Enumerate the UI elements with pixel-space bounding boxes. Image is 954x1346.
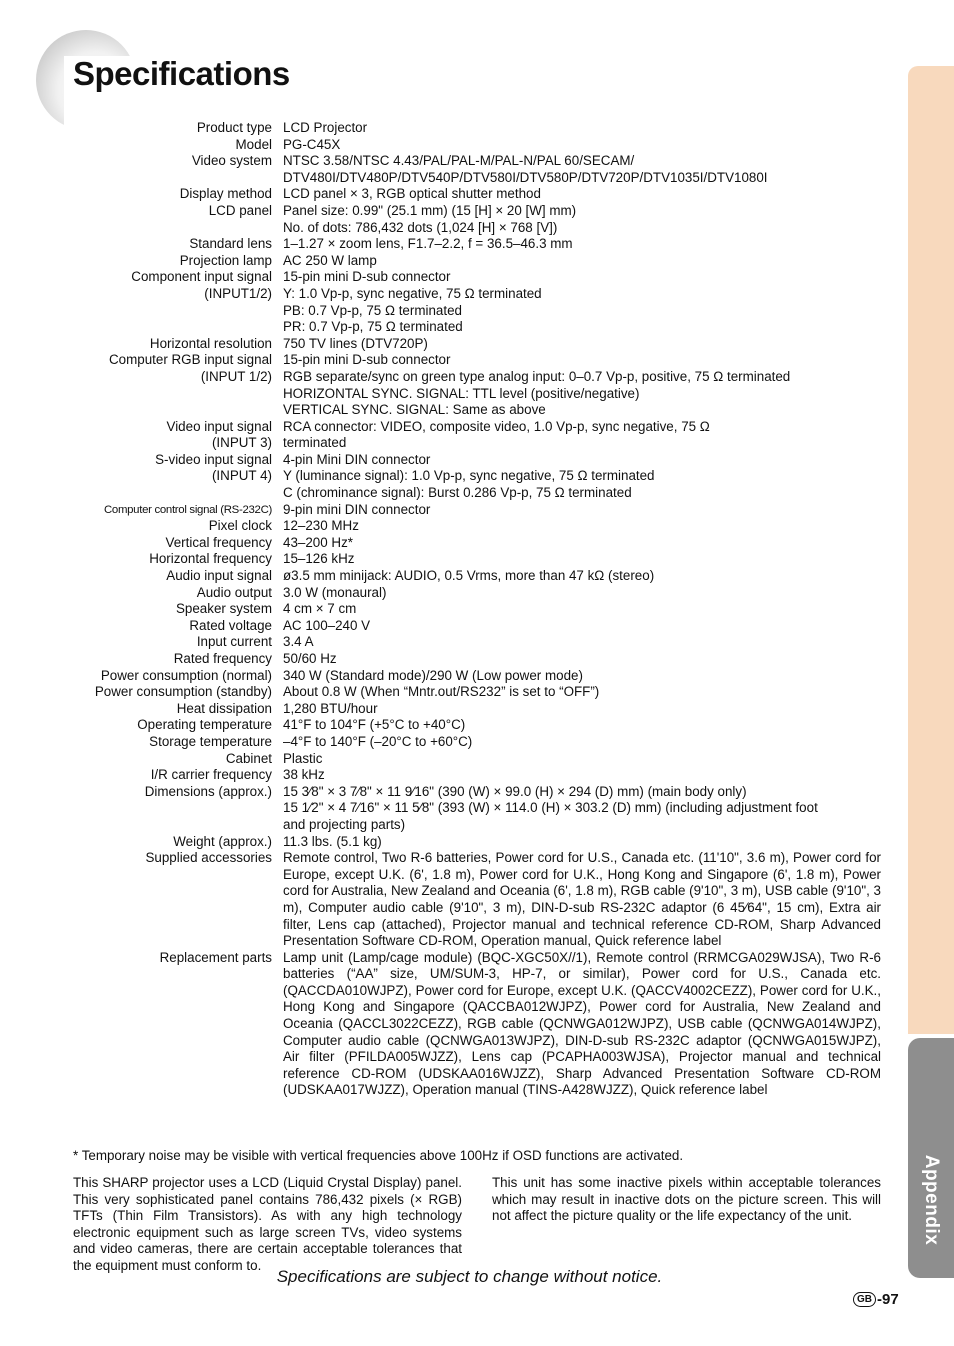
spec-value	[283, 369, 881, 419]
spec-value-line: RCA connector: VIDEO, composite video, 1.0 Vp-p, sync negative, 75 Ω	[283, 418, 710, 434]
spec-row	[0, 734, 900, 751]
spec-label: Computer RGB input signal	[109, 352, 272, 368]
spec-value-line: About 0.8 W (When “Mntr.out/RS232” is set to “OFF”)	[283, 684, 600, 700]
spec-value-line: AC 100–240 V	[283, 617, 371, 633]
spec-value-line: 1–1.27 × zoom lens, F1.7–2.2, f = 36.5–46.3 mm	[283, 236, 573, 252]
spec-value: Remote control, Two R-6 batteries, Power cord for U.S., Canada etc. (11'10", 3.6 m), Power cord for Europe, except U.K. (6', 1.8 m), Power cord for U.K., Hong Kong and Singapore (6', 1.8 m), Power cord for Australia, New Zealand and Oceania (6', 1.8 m), RGB cable (9'10", 3 m), USB cable (9'10", 3 m), Computer audio cable (9'10", 3 m), DIN-D-sub RS-232C adaptor (6 45⁄64", 15 cm), Extra air filter, Lens cap (attached), Projector manual and technical reference CD-ROM, Sharp Advanced Presentation Software CD-ROM, Operation manual, Quick reference label	[283, 850, 881, 949]
page-number-text: -97	[877, 1291, 899, 1308]
spec-label: Input current	[196, 634, 272, 650]
change-notice-text: Specifications are subject to change without notice.	[276, 1267, 663, 1286]
spec-label: Weight (approx.)	[173, 833, 272, 849]
spec-value-line: 15-pin mini D-sub connector	[283, 352, 451, 368]
spec-value	[283, 535, 881, 552]
spec-value-line: 43–200 Hz*	[283, 534, 353, 550]
spec-row	[0, 452, 900, 469]
spec-row	[0, 186, 900, 203]
spec-row	[0, 369, 900, 419]
spec-label: Speaker system	[175, 601, 272, 617]
spec-label: Projection lamp	[179, 252, 272, 268]
spec-value	[283, 236, 881, 253]
spec-value-line: 12–230 MHz	[283, 518, 359, 534]
side-tab-strip	[908, 66, 954, 1034]
spec-value-line: ø3.5 mm minijack: AUDIO, 0.5 Vrms, more than 47 kΩ (stereo)	[283, 568, 655, 584]
spec-value	[283, 452, 881, 469]
spec-value	[283, 319, 881, 336]
spec-value-line: 15–126 kHz	[283, 551, 355, 567]
spec-label	[0, 303, 272, 320]
spec-value-line: 15 1⁄2" × 4 7⁄16" × 11 5⁄8" (393 (W) × 114.0 (H) × 303.2 (D) mm) (including adjustment foot	[283, 800, 818, 816]
spec-label: Audio input signal	[166, 568, 272, 584]
spec-value	[283, 137, 881, 154]
spec-label: Product type	[196, 120, 272, 135]
spec-row	[0, 668, 900, 685]
spec-row	[0, 236, 900, 253]
spec-value-line: 3.0 W (monaural)	[283, 584, 387, 600]
spec-row	[0, 850, 900, 950]
spec-row	[0, 286, 900, 303]
body-text-left	[73, 1175, 462, 1275]
body-left-text: This SHARP projector uses a LCD (Liquid Crystal Display) panel. This very sophisticated panel contains 786,432 pixels (× RGB) TFTs (Thin Film Transistors). As with any high technology electronic equipment such as large screen TVs, video systems and video cameras, there are certain acceptable tolerances that the equipment must conform to.	[73, 1175, 462, 1273]
spec-value-line: C (chrominance signal): Burst 0.286 Vp-p, 75 Ω terminated	[283, 485, 632, 501]
spec-row	[0, 634, 900, 651]
spec-label: Power consumption (normal)	[100, 667, 272, 683]
spec-label: Video system	[191, 153, 272, 169]
spec-value	[283, 618, 881, 635]
spec-value-line: 4-pin Mini DIN connector	[283, 451, 431, 467]
spec-label: Operating temperature	[137, 717, 272, 733]
spec-value	[283, 336, 881, 353]
spec-row	[0, 153, 900, 186]
spec-value	[283, 269, 881, 286]
spec-value-line: No. of dots: 786,432 dots (1,024 [H] × 768 [V])	[283, 219, 558, 235]
spec-label: Component input signal	[131, 269, 272, 285]
spec-value-line: 11.3 lbs. (5.1 kg)	[283, 833, 382, 849]
spec-row	[0, 352, 900, 369]
spec-label: Rated frequency	[173, 651, 272, 666]
spec-label: Supplied accessories	[145, 850, 272, 866]
spec-value-line: 50/60 Hz	[283, 651, 337, 666]
spec-row	[0, 717, 900, 734]
spec-value	[283, 419, 881, 436]
spec-label: LCD panel	[208, 202, 272, 218]
spec-value-line: 41°F to 104°F (+5°C to +40°C)	[283, 717, 466, 733]
spec-value-line: Y (luminance signal): 1.0 Vp-p, sync negative, 75 Ω terminated	[283, 468, 655, 484]
spec-value-line: 3.4 A	[283, 634, 314, 650]
spec-row	[0, 518, 900, 535]
spec-value	[283, 717, 881, 734]
page-title: Specifications	[73, 55, 290, 92]
spec-label: Heat dissipation	[176, 700, 272, 716]
spec-value	[283, 634, 881, 651]
spec-row	[0, 319, 900, 336]
spec-value-line: 1,280 BTU/hour	[283, 700, 378, 716]
specifications-table	[0, 120, 900, 1099]
spec-value	[283, 834, 881, 851]
spec-value-line: LCD Projector	[283, 120, 368, 135]
spec-value-line: PB: 0.7 Vp-p, 75 Ω terminated	[283, 302, 462, 318]
body-text-right	[492, 1175, 881, 1225]
spec-value-line: 15 3⁄8" × 3 7⁄8" × 11 9⁄16" (390 (W) × 99.0 (H) × 294 (D) mm) (main body only)	[283, 783, 747, 799]
spec-row	[0, 701, 900, 718]
spec-label: Dimensions (approx.)	[144, 783, 272, 799]
spec-value	[283, 186, 881, 203]
spec-value	[283, 153, 881, 186]
spec-value-line: 9-pin mini DIN connector	[283, 501, 431, 517]
spec-value	[283, 585, 881, 602]
spec-value	[283, 551, 881, 568]
spec-label: Video input signal	[166, 418, 272, 434]
spec-row	[0, 551, 900, 568]
spec-value	[283, 751, 881, 768]
spec-value	[283, 784, 881, 834]
spec-row	[0, 834, 900, 851]
spec-label: Audio output	[196, 584, 272, 600]
appendix-tab-label: Appendix	[921, 1154, 942, 1246]
spec-value	[283, 502, 881, 519]
spec-row	[0, 568, 900, 585]
spec-row	[0, 435, 900, 452]
spec-row	[0, 751, 900, 768]
spec-label: Vertical frequency	[165, 534, 272, 550]
spec-label: Pixel clock	[208, 518, 272, 534]
spec-label: Model	[235, 136, 272, 152]
spec-value-line: 750 TV lines (DTV720P)	[283, 335, 428, 351]
spec-label	[0, 319, 272, 336]
spec-label: Power consumption (standby)	[94, 684, 272, 700]
spec-label: Standard lens	[189, 236, 272, 252]
spec-value-line: NTSC 3.58/NTSC 4.43/PAL/PAL-M/PAL-N/PAL 60/SECAM/	[283, 153, 635, 169]
spec-value-line: PR: 0.7 Vp-p, 75 Ω terminated	[283, 319, 463, 335]
page-number	[853, 1291, 899, 1308]
spec-value-line: and projecting parts)	[283, 816, 406, 832]
spec-label: (INPUT 1/2)	[200, 368, 272, 384]
spec-value-line: LCD panel × 3, RGB optical shutter method	[283, 186, 541, 202]
spec-value	[283, 568, 881, 585]
spec-value-line: Y: 1.0 Vp-p, sync negative, 75 Ω terminated	[283, 285, 542, 301]
spec-value-line: DTV480I/DTV480P/DTV540P/DTV580I/DTV580P/DTV720P/DTV1035I/DTV1080I	[283, 169, 768, 185]
spec-label: Replacement parts	[159, 949, 272, 965]
spec-value-line: AC 250 W lamp	[283, 252, 377, 268]
spec-row	[0, 784, 900, 834]
spec-value-line: 340 W (Standard mode)/290 W (Low power mode)	[283, 667, 583, 683]
spec-value	[283, 435, 881, 452]
spec-row	[0, 601, 900, 618]
spec-row	[0, 535, 900, 552]
spec-value	[283, 701, 881, 718]
spec-row	[0, 585, 900, 602]
spec-row	[0, 618, 900, 635]
spec-value: Lamp unit (Lamp/cage module) (BQC-XGC50X//1), Remote control (RRMCGA029WJSA), Two R-6 batteries (“AA” size, UM/SUM-3, HP-7, or similar), Power cord for U.S., Canada etc. (QACCDA010WJPZ), Power cord for Europe, except U.K. (QACCV4002CEZZ), Power cord for U.K., Hong Kong and Singapore (QACCBA012WJPZ), Power cord for Australia, New Zealand and Oceania (QACCL3022CEZZ), RGB cable (QCNWGA012WJPZ), USB cable (QCNWGA014WJPZ), Computer audio cable (QCNWGA013WJPZ), DIN-D-sub RS-232C adaptor (QCNWGA015WJPZ), Air filter (PFILDA005WJZZ), Lens cap (PCAPHA003WJSA), Projector manual and technical reference CD-ROM (UDSKAA016WJZZ), Sharp Advanced Presentation Software CD-ROM (UDSKAA017WJZZ), Operation manual (TINS-A428WJZZ), Quick reference label	[283, 949, 881, 1098]
spec-value	[283, 120, 881, 137]
spec-value-line: RGB separate/sync on green type analog input: 0–0.7 Vp-p, positive, 75 Ω terminated	[283, 368, 791, 384]
spec-row	[0, 468, 900, 501]
spec-label: Computer control signal (RS-232C)	[104, 503, 272, 516]
spec-value	[283, 286, 881, 303]
spec-value-line: PG-C45X	[283, 136, 341, 152]
gb-badge: GB	[853, 1292, 876, 1307]
spec-row	[0, 684, 900, 701]
spec-label: Display method	[179, 186, 272, 202]
spec-row	[0, 137, 900, 154]
spec-row	[0, 253, 900, 270]
spec-value	[283, 203, 881, 236]
spec-value-line: 38 kHz	[283, 767, 325, 783]
spec-value	[283, 253, 881, 270]
spec-value	[283, 767, 881, 784]
spec-value-line: Plastic	[283, 750, 323, 766]
spec-row	[0, 950, 900, 1099]
spec-row	[0, 336, 900, 353]
spec-value	[283, 601, 881, 618]
spec-value-line: VERTICAL SYNC. SIGNAL: Same as above	[283, 402, 546, 418]
spec-value	[283, 734, 881, 751]
spec-row	[0, 303, 900, 320]
spec-value	[283, 518, 881, 535]
spec-value-line: Panel size: 0.99" (25.1 mm) (15 [H] × 20 [W] mm)	[283, 202, 577, 218]
body-right-text: This unit has some inactive pixels within acceptable tolerances which may result in inactive dots on the picture screen. This will not affect the picture quality or the life expectancy of the unit.	[492, 1175, 881, 1224]
spec-label: Horizontal resolution	[149, 335, 272, 351]
spec-label: I/R carrier frequency	[150, 767, 272, 783]
spec-label: Cabinet	[225, 750, 272, 766]
spec-value-line: –4°F to 140°F (–20°C to +60°C)	[283, 733, 473, 749]
spec-value	[283, 684, 881, 701]
spec-label: Rated voltage	[189, 617, 272, 633]
spec-label: S-video input signal	[155, 451, 272, 467]
spec-value-line: terminated	[283, 435, 347, 451]
spec-row	[0, 419, 900, 436]
spec-value	[283, 468, 881, 501]
spec-label: Storage temperature	[149, 733, 272, 749]
spec-value-line: 4 cm × 7 cm	[283, 601, 357, 617]
spec-label: (INPUT 3)	[211, 435, 272, 451]
spec-row	[0, 269, 900, 286]
spec-value	[283, 668, 881, 685]
spec-value	[283, 303, 881, 320]
spec-value-line: 15-pin mini D-sub connector	[283, 269, 451, 285]
spec-label: (INPUT 4)	[211, 468, 272, 484]
spec-value	[283, 651, 881, 668]
spec-row	[0, 203, 900, 236]
spec-row	[0, 651, 900, 668]
spec-value	[283, 352, 881, 369]
spec-label: Horizontal frequency	[149, 551, 272, 567]
spec-row	[0, 120, 900, 137]
spec-row	[0, 767, 900, 784]
change-notice	[0, 1267, 954, 1287]
spec-row	[0, 502, 900, 519]
footnote: * Temporary noise may be visible with vertical frequencies above 100Hz if OSD functions are activated.	[73, 1148, 684, 1163]
spec-value-line: HORIZONTAL SYNC. SIGNAL: TTL level (positive/negative)	[283, 385, 640, 401]
spec-label: (INPUT1/2)	[204, 285, 272, 301]
